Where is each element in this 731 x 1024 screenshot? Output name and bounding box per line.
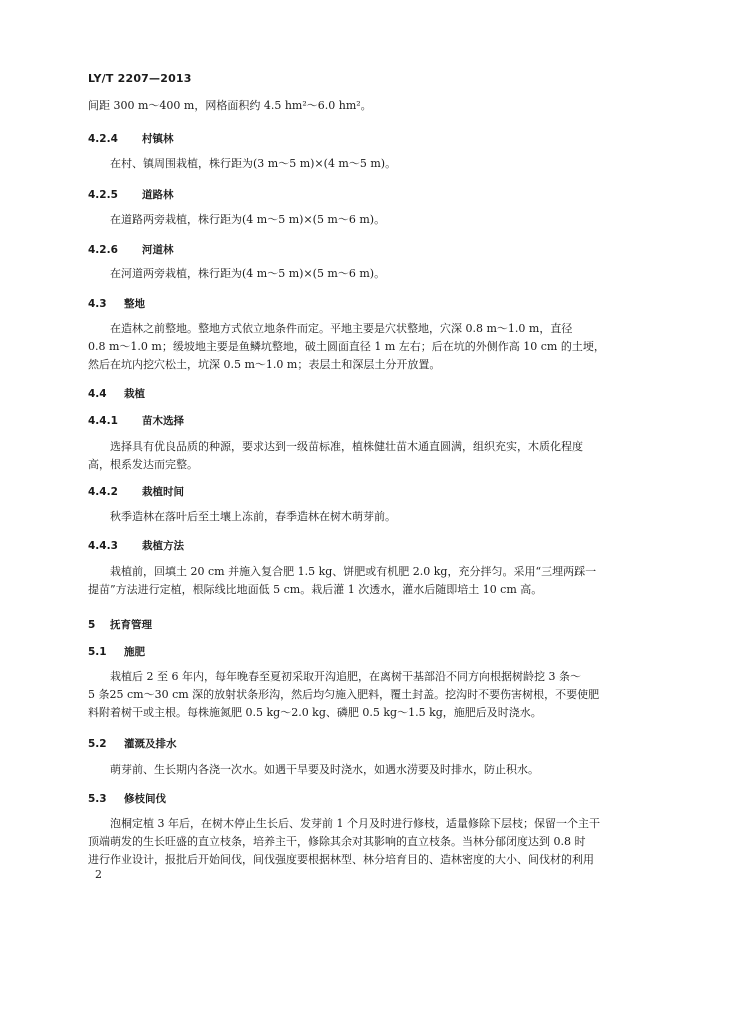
section-title: 栽植方法 <box>142 540 184 552</box>
paragraph-4-4-3 <box>88 563 648 599</box>
section-title: 道路林 <box>142 189 174 201</box>
section-number: 4.2.4 <box>88 133 118 145</box>
paragraph-5-3 <box>88 815 648 869</box>
section-number: 4.2.5 <box>88 189 118 201</box>
paragraph-text: 秋季造林在落叶后至土壤上冻前，春季造林在树木萌芽前。 <box>110 510 396 523</box>
section-heading-5-3 <box>88 792 166 807</box>
paragraph-5-1 <box>88 668 648 722</box>
section-title: 整地 <box>124 298 145 310</box>
paragraph-line: 在造林之前整地。整地方式依立地条件而定。平地主要是穴状整地，穴深 0.8 m～1.0 m，直径 <box>110 322 573 335</box>
section-heading-4-4-1 <box>88 414 184 429</box>
section-title: 村镇林 <box>142 133 174 145</box>
section-heading-4-4-3 <box>88 539 184 554</box>
section-heading-4-2-5 <box>88 188 174 203</box>
paragraph-line: 栽植前，回填土 20 cm 并施入复合肥 1.5 kg、饼肥或有机肥 2.0 kg，充分拌匀。采用“三埋两踩一 <box>110 565 597 578</box>
section-number: 5.2 <box>88 738 107 750</box>
paragraph-line: 0.8 m～1.0 m；缓坡地主要是鱼鳞坑整地，破土圆面直径 1 m 左右；后在坑的外侧作高 10 cm 的土埂， <box>88 340 605 353</box>
section-heading-5-1 <box>88 645 145 660</box>
paragraph-text: 间距 300 m～400 m，网格面积约 4.5 hm²～6.0 hm²。 <box>88 99 372 112</box>
paragraph-line: 提苗”方法进行定植，根际线比地面低 5 cm。栽后灌 1 次透水，灌水后随即培土 10 cm 高。 <box>88 583 543 596</box>
paragraph-text: 在村、镇周围栽植，株行距为(3 m～5 m)×(4 m～5 m)。 <box>110 157 397 170</box>
paragraph-text: 萌芽前、生长期内各浇一次水。如遇干旱要及时浇水，如遇水涝要及时排水，防止积水。 <box>110 763 539 776</box>
paragraph-line: 进行作业设计，报批后开始间伐，间伐强度要根据林型、林分培育目的、造林密度的大小、间伐材的利用 <box>88 853 594 866</box>
section-title: 苗木选择 <box>142 415 184 427</box>
section-title: 栽植 <box>124 388 145 400</box>
section-title: 施肥 <box>124 646 145 658</box>
section-number: 4.4.2 <box>88 486 118 498</box>
section-heading-4-3 <box>88 297 145 312</box>
section-heading-4-2-4 <box>88 132 174 147</box>
paragraph-line: 顶端萌发的生长旺盛的直立枝条，培养主干，修除其余对其影响的直立枝条。当林分郁闭度达到 0.8 时 <box>88 835 586 848</box>
section-number: 5.3 <box>88 793 107 805</box>
section-number: 5 <box>88 619 96 631</box>
section-title: 修枝间伐 <box>124 793 166 805</box>
paragraph-line: 然后在坑内挖穴松土，坑深 0.5 m～1.0 m；表层土和深层土分开放置。 <box>88 358 441 371</box>
section-heading-4-2-6 <box>88 243 174 258</box>
standard-code: LY/T 2207—2013 <box>88 72 192 85</box>
section-number: 4.4.3 <box>88 540 118 552</box>
section-number: 4.4 <box>88 388 107 400</box>
section-title: 栽植时间 <box>142 486 184 498</box>
section-title: 河道林 <box>142 244 174 256</box>
section-heading-4-4 <box>88 387 145 402</box>
section-heading-4-4-2 <box>88 485 184 500</box>
paragraph-text: 在道路两旁栽植，株行距为(4 m～5 m)×(5 m～6 m)。 <box>110 213 386 226</box>
paragraph-line: 料附着树干或主根。每株施氮肥 0.5 kg～2.0 kg、磷肥 0.5 kg～1.5 kg，施肥后及时浇水。 <box>88 706 542 719</box>
section-number: 4.4.1 <box>88 415 118 427</box>
section-heading-5-2 <box>88 737 177 752</box>
paragraph-line: 栽植后 2 至 6 年内，每年晚春至夏初采取开沟追肥，在离树干基部沿不同方向根据树龄挖 3 条～ <box>110 670 581 683</box>
section-number: 5.1 <box>88 646 107 658</box>
section-number: 4.2.6 <box>88 244 118 256</box>
paragraph-4-3 <box>88 320 648 374</box>
section-heading-5 <box>88 618 152 633</box>
section-title: 抚育管理 <box>110 619 152 631</box>
section-number: 4.3 <box>88 298 107 310</box>
paragraph-line: 选择具有优良品质的种源，要求达到一级苗标准，植株健壮苗木通直圆满，组织充实，木质化程度 <box>110 440 583 453</box>
paragraph-line: 泡桐定植 3 年后，在树木停止生长后、发芽前 1 个月及时进行修枝，适量修除下层枝；保留一个主干 <box>110 817 600 830</box>
section-title: 灌溉及排水 <box>124 738 177 750</box>
paragraph-4-4-1 <box>88 438 648 474</box>
paragraph-text: 在河道两旁栽植，株行距为(4 m～5 m)×(5 m～6 m)。 <box>110 267 386 280</box>
paragraph-line: 5 条25 cm～30 cm 深的放射状条形沟，然后均匀施入肥料，覆土封盖。挖沟时不要伤害树根，不要使肥 <box>88 688 600 701</box>
page-number: 2 <box>95 868 102 881</box>
paragraph-line: 高，根系发达而完整。 <box>88 458 198 471</box>
